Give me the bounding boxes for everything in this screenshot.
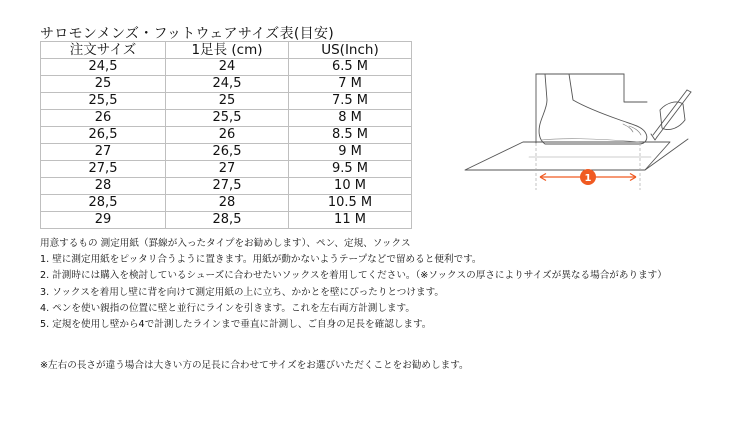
instructions [40, 236, 667, 333]
instruction-step-3: 3. ソックスを着用し壁に背を向けて測定用紙の上に立ち、かかとを壁にぴったりとつけます。 [40, 286, 445, 298]
foot-measurement-illustration [455, 62, 705, 202]
measurement-paper [465, 142, 670, 170]
table-row [41, 212, 412, 229]
size-table [40, 41, 412, 229]
header-us-size: US(Inch) [289, 42, 412, 59]
table-row [41, 76, 412, 93]
us-size-cell: 8 M [289, 110, 412, 127]
table-row [41, 144, 412, 161]
us-size-cell: 9 M [289, 144, 412, 161]
instruction-step-4: 4. ペンを使い親指の位置に壁と並行にラインを引きます。これを左右両方計測します。 [40, 302, 415, 314]
foot-length-cell: 27,5 [166, 178, 289, 195]
foot-length-cell: 25,5 [166, 110, 289, 127]
instruction-prerequisites: 用意するもの 測定用紙（罫線が入ったタイプをお勧めします）、ペン、定規、ソックス [40, 238, 411, 249]
marker-label: 1 [584, 173, 592, 184]
header-foot-length: 1足長 (cm) [166, 42, 289, 59]
pen [653, 90, 687, 135]
order-size-cell: 25,5 [41, 93, 166, 110]
table-row [41, 127, 412, 144]
order-size-cell: 24,5 [41, 59, 166, 76]
order-size-cell: 28,5 [41, 195, 166, 212]
table-row [41, 59, 412, 76]
foot-outline [539, 74, 647, 144]
us-size-cell: 10 M [289, 178, 412, 195]
foot-length-cell: 28 [166, 195, 289, 212]
foot-length-cell: 28,5 [166, 212, 289, 229]
order-size-cell: 27 [41, 144, 166, 161]
size-note: ※左右の長さが違う場合は大きい方の足長に合わせてサイズをお選びいただくことをお勧めします。 [40, 360, 469, 371]
table-row [41, 93, 412, 110]
order-size-cell: 26 [41, 110, 166, 127]
us-size-cell: 9.5 M [289, 161, 412, 178]
order-size-cell: 27,5 [41, 161, 166, 178]
table-row [41, 178, 412, 195]
table-header-row [41, 42, 412, 59]
instruction-step-1: 1. 壁に測定用紙をピッタリ合うように置きます。用紙が動かないようテープなどで留めると便利です。 [40, 254, 482, 266]
order-size-cell: 25 [41, 76, 166, 93]
order-size-cell: 29 [41, 212, 166, 229]
header-order-size: 注文サイズ [41, 42, 166, 59]
instruction-step-2: 2. 計測時には購入を検討しているシューズに合わせたいソックスを着用してください。（※ソックスの厚さによりサイズが異なる場合があります） [40, 270, 667, 282]
foot-length-cell: 26 [166, 127, 289, 144]
table-row [41, 161, 412, 178]
order-size-cell: 26,5 [41, 127, 166, 144]
us-size-cell: 11 M [289, 212, 412, 229]
foot-length-cell: 24 [166, 59, 289, 76]
us-size-cell: 6.5 M [289, 59, 412, 76]
instruction-step-5: 5. 定規を使用し壁から4で計測したラインまで垂直に計測し、ご自身の足長を確認します。 [40, 318, 432, 330]
order-size-cell: 28 [41, 178, 166, 195]
us-size-cell: 10.5 M [289, 195, 412, 212]
us-size-cell: 7 M [289, 76, 412, 93]
foot-length-cell: 27 [166, 161, 289, 178]
foot-length-cell: 24,5 [166, 76, 289, 93]
table-row [41, 110, 412, 127]
foot-length-cell: 25 [166, 93, 289, 110]
page-title: サロモンメンズ・フットウェアサイズ表(目安) [40, 26, 335, 42]
us-size-cell: 8.5 M [289, 127, 412, 144]
table-row [41, 195, 412, 212]
foot-length-cell: 26,5 [166, 144, 289, 161]
us-size-cell: 7.5 M [289, 93, 412, 110]
